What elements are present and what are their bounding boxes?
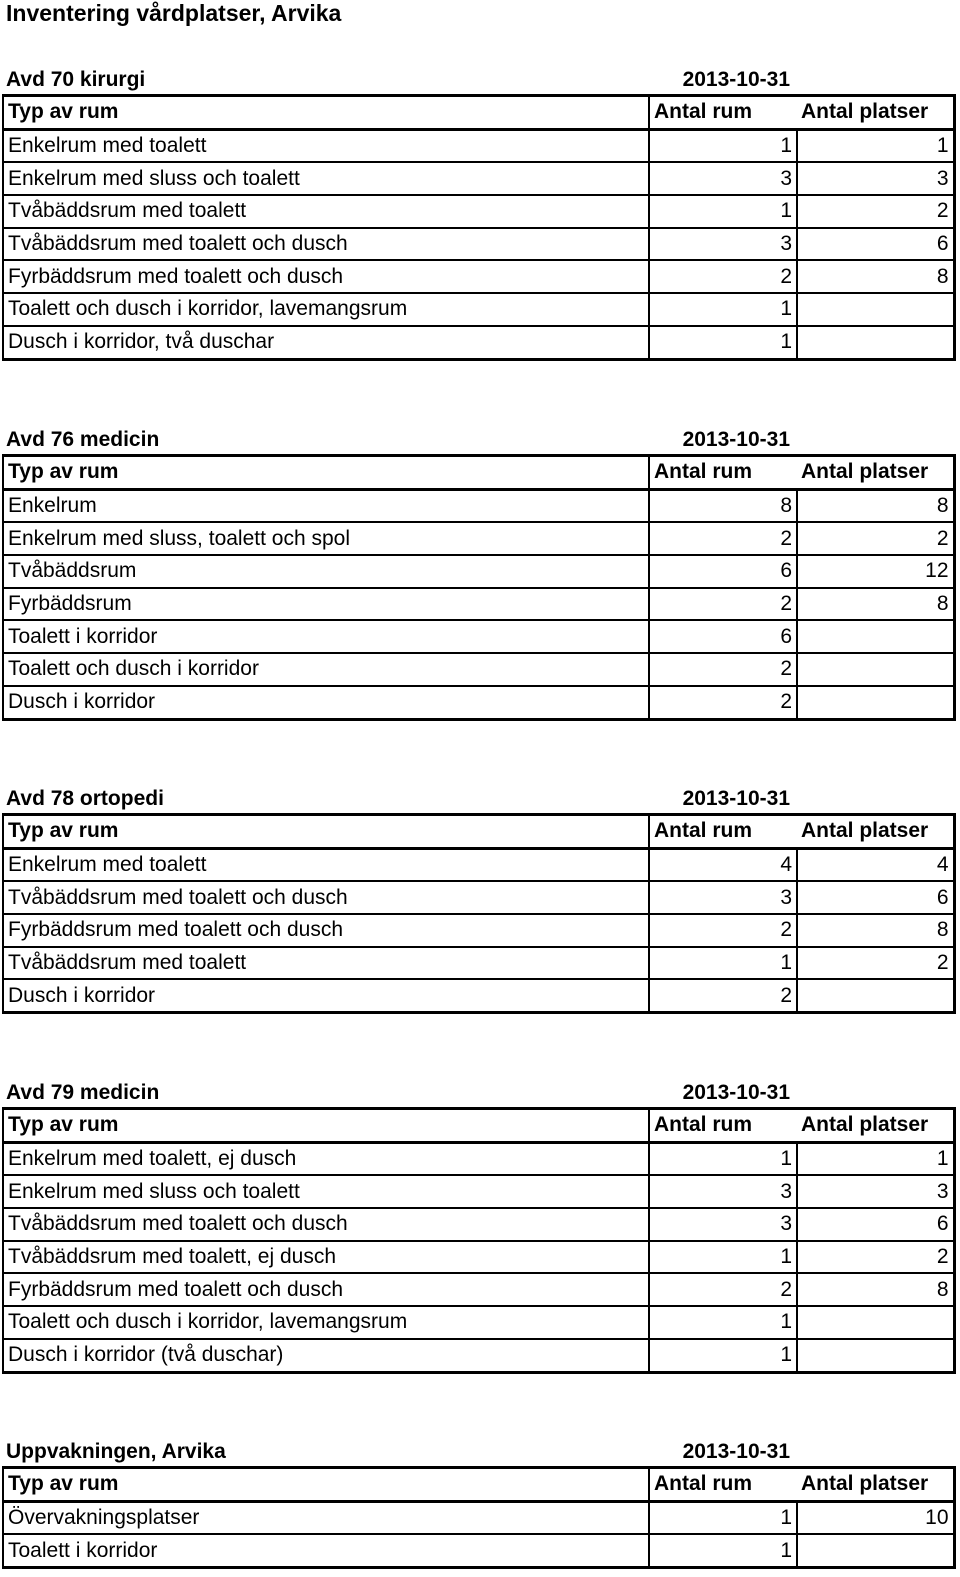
section-date: 2013-10-31 (682, 787, 790, 810)
table-row (3, 228, 954, 261)
room-type-cell: Toalett i korridor (8, 1538, 158, 1562)
rooms-table (2, 1107, 956, 1374)
section-title: Avd 76 medicin (6, 428, 160, 451)
place-count-cell: 8 (797, 588, 954, 621)
room-type-cell: Fyrbäddsrum med toalett och dusch (3, 1273, 649, 1306)
table-row (3, 555, 954, 588)
rooms-table (2, 813, 956, 1014)
place-count-cell: 6 (797, 881, 954, 914)
column-header-rooms: Antal rum (649, 815, 797, 849)
table-row (3, 1273, 954, 1306)
room-type-cell: Tvåbäddsrum med toalett och dusch (3, 228, 649, 261)
table-row (3, 1142, 954, 1175)
room-count-cell: 1 (649, 1241, 797, 1274)
table-row (3, 1306, 954, 1339)
column-header-places: Antal platser (797, 815, 954, 849)
table-row (3, 653, 954, 686)
table-row (3, 620, 954, 653)
place-count-cell (797, 293, 954, 326)
table-header-row (3, 96, 954, 130)
rooms-table (2, 94, 956, 361)
column-header-places: Antal platser (797, 1109, 954, 1143)
section-date: 2013-10-31 (682, 428, 790, 451)
place-count-cell (797, 979, 954, 1012)
section-date: 2013-10-31 (682, 1081, 790, 1104)
section-title: Uppvakningen, Arvika (6, 1440, 226, 1463)
section-date: 2013-10-31 (682, 68, 790, 91)
room-count-cell: 1 (649, 1534, 797, 1567)
table-row (3, 1175, 954, 1208)
room-type-cell: Toalett i korridor (3, 620, 649, 653)
table-row (3, 914, 954, 947)
room-count-cell: 4 (649, 848, 797, 881)
room-type-cell: Tvåbäddsrum med toalett (3, 195, 649, 228)
room-count-cell: 2 (649, 588, 797, 621)
table-row (3, 979, 954, 1012)
room-type-cell: Dusch i korridor, två duschar (8, 330, 275, 354)
place-count-cell: 2 (797, 1241, 954, 1274)
table-row (3, 1208, 954, 1241)
section-header (0, 60, 960, 94)
room-count-cell: 1 (649, 1142, 797, 1175)
room-type-cell: Enkelrum med toalett (3, 129, 649, 162)
place-count-cell: 8 (797, 914, 954, 947)
column-header-places: Antal platser (797, 1468, 954, 1502)
place-count-cell: 3 (797, 162, 954, 195)
section-header (0, 1432, 960, 1466)
table-row (3, 1241, 954, 1274)
room-count-cell: 6 (649, 555, 797, 588)
room-type-cell: Tvåbäddsrum med toalett och dusch (3, 881, 649, 914)
place-count-cell (797, 686, 954, 719)
place-count-cell: 12 (797, 555, 954, 588)
table-header-row (3, 815, 954, 849)
room-count-cell: 2 (649, 260, 797, 293)
room-count-cell: 1 (649, 1501, 797, 1534)
place-count-cell: 8 (797, 489, 954, 522)
table-row (3, 1501, 954, 1534)
room-count-cell: 1 (649, 326, 797, 359)
place-count-cell: 6 (797, 1208, 954, 1241)
place-count-cell: 8 (797, 1273, 954, 1306)
section (0, 779, 960, 1014)
room-type-cell: Tvåbäddsrum med toalett (3, 947, 649, 980)
table-row (3, 129, 954, 162)
section (0, 420, 960, 721)
section-header (0, 1073, 960, 1107)
room-count-cell: 1 (649, 1306, 797, 1339)
place-count-cell: 1 (797, 1142, 954, 1175)
table-row (3, 162, 954, 195)
table-header-row (3, 1468, 954, 1502)
table-row (3, 947, 954, 980)
room-count-cell: 1 (649, 1339, 797, 1372)
table-row (3, 848, 954, 881)
rooms-table (2, 1466, 956, 1569)
room-count-cell: 3 (649, 228, 797, 261)
place-count-cell: 6 (797, 228, 954, 261)
table-row (3, 1534, 954, 1567)
room-type-cell: Enkelrum (3, 489, 649, 522)
section-title: Avd 70 kirurgi (6, 68, 146, 91)
room-count-cell: 3 (649, 162, 797, 195)
place-count-cell: 2 (797, 522, 954, 555)
room-count-cell: 2 (649, 914, 797, 947)
place-count-cell (797, 326, 954, 359)
section (0, 1432, 960, 1569)
room-count-cell: 1 (649, 195, 797, 228)
section-header (0, 420, 960, 454)
column-header-type: Typ av rum (3, 1468, 649, 1502)
room-type-cell: Enkelrum med sluss, toalett och spol (3, 522, 649, 555)
place-count-cell: 2 (797, 195, 954, 228)
section-title: Avd 78 ortopedi (6, 787, 164, 810)
place-count-cell: 10 (797, 1501, 954, 1534)
table-row (3, 489, 954, 522)
table-row (3, 326, 954, 359)
column-header-places: Antal platser (797, 96, 954, 130)
room-count-cell: 2 (649, 686, 797, 719)
room-count-cell: 1 (649, 293, 797, 326)
room-type-cell: Enkelrum med toalett (3, 848, 649, 881)
room-type-cell: Fyrbäddsrum med toalett och dusch (3, 914, 649, 947)
room-count-cell: 2 (649, 979, 797, 1012)
room-type-cell: Dusch i korridor (8, 690, 156, 714)
room-type-cell: Tvåbäddsrum (3, 555, 649, 588)
section-date: 2013-10-31 (682, 1440, 790, 1463)
table-header-row (3, 1109, 954, 1143)
column-header-type: Typ av rum (3, 815, 649, 849)
column-header-type: Typ av rum (3, 456, 649, 490)
room-count-cell: 1 (649, 947, 797, 980)
place-count-cell: 1 (797, 129, 954, 162)
room-count-cell: 6 (649, 620, 797, 653)
room-count-cell: 1 (649, 129, 797, 162)
place-count-cell (797, 620, 954, 653)
table-row (3, 686, 954, 719)
room-type-cell: Dusch i korridor (två duschar) (8, 1343, 284, 1367)
table-row (3, 522, 954, 555)
page-title: Inventering vårdplatser, Arvika (6, 0, 342, 26)
room-type-cell: Toalett och dusch i korridor, lavemangsrum (3, 1306, 649, 1339)
room-count-cell: 2 (649, 653, 797, 686)
section-title: Avd 79 medicin (6, 1081, 160, 1104)
section (0, 1073, 960, 1374)
table-row (3, 881, 954, 914)
room-count-cell: 8 (649, 489, 797, 522)
table-row (3, 195, 954, 228)
place-count-cell (797, 1339, 954, 1372)
room-type-cell: Enkelrum med sluss och toalett (3, 1175, 649, 1208)
room-type-cell: Dusch i korridor (8, 983, 156, 1007)
room-type-cell: Övervakningsplatser (3, 1501, 649, 1534)
room-type-cell: Enkelrum med toalett, ej dusch (3, 1142, 649, 1175)
place-count-cell (797, 1306, 954, 1339)
place-count-cell: 8 (797, 260, 954, 293)
place-count-cell: 2 (797, 947, 954, 980)
room-count-cell: 2 (649, 522, 797, 555)
room-type-cell: Tvåbäddsrum med toalett, ej dusch (3, 1241, 649, 1274)
rooms-table (2, 454, 956, 721)
room-count-cell: 3 (649, 1175, 797, 1208)
room-type-cell: Enkelrum med sluss och toalett (3, 162, 649, 195)
room-type-cell: Toalett och dusch i korridor (3, 653, 649, 686)
section-header (0, 779, 960, 813)
section (0, 60, 960, 361)
room-count-cell: 2 (649, 1273, 797, 1306)
column-header-rooms: Antal rum (649, 1109, 797, 1143)
room-type-cell: Fyrbäddsrum (3, 588, 649, 621)
column-header-rooms: Antal rum (649, 96, 797, 130)
room-type-cell: Fyrbäddsrum med toalett och dusch (3, 260, 649, 293)
place-count-cell: 3 (797, 1175, 954, 1208)
place-count-cell (797, 1534, 954, 1567)
table-row (3, 1339, 954, 1372)
place-count-cell (797, 653, 954, 686)
column-header-rooms: Antal rum (649, 1468, 797, 1502)
place-count-cell: 4 (797, 848, 954, 881)
table-row (3, 293, 954, 326)
room-type-cell: Toalett och dusch i korridor, lavemangsrum (3, 293, 649, 326)
table-row (3, 588, 954, 621)
column-header-rooms: Antal rum (649, 456, 797, 490)
room-count-cell: 3 (649, 881, 797, 914)
column-header-places: Antal platser (797, 456, 954, 490)
column-header-type: Typ av rum (3, 1109, 649, 1143)
table-row (3, 260, 954, 293)
column-header-type: Typ av rum (3, 96, 649, 130)
room-count-cell: 3 (649, 1208, 797, 1241)
table-header-row (3, 456, 954, 490)
room-type-cell: Tvåbäddsrum med toalett och dusch (3, 1208, 649, 1241)
